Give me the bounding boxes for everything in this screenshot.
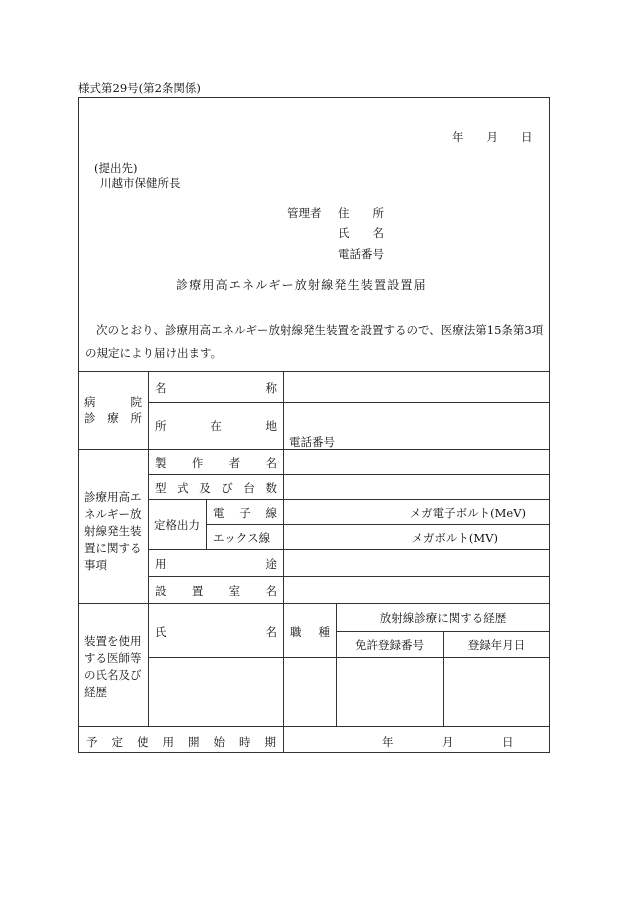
xray-label: エックス線: [213, 531, 271, 545]
date-field: 年 月 日: [452, 130, 533, 144]
facility-location-label: 所 在 地: [155, 419, 277, 433]
mev-unit: メガ電子ボルト(MeV): [409, 506, 526, 520]
form-title: 診療用高エネルギー放射線発生装置設置届: [176, 278, 427, 292]
rule-device-5: [148, 576, 550, 577]
doctor-name-col: 氏 名: [155, 625, 277, 639]
room-label: 設 置 室 名: [155, 584, 277, 598]
schedule-month: 月: [442, 735, 454, 749]
schedule-label: 予 定 使 用 開 始 時 期: [86, 735, 276, 749]
body-line-1: 次のとおり、診療用高エネルギー放射線発生装置を設置するので、医療法第15条第3項: [96, 323, 544, 337]
schedule-year: 年: [382, 735, 394, 749]
col-output-divider: [206, 499, 207, 549]
col-group-divider: [148, 371, 149, 726]
rule-device-3: [206, 524, 550, 525]
manufacturer-label: 製 作 者 名: [155, 456, 277, 470]
rule-schedule-top: [78, 726, 550, 727]
rule-device-2: [148, 499, 550, 500]
submit-to-label: (提出先): [94, 161, 138, 175]
license-no-col: 免許登録番号: [355, 638, 424, 652]
position-col: 職 種: [290, 625, 330, 639]
clinic-label: 診 療 所: [84, 411, 142, 425]
facility-phone-label: 電話番号: [289, 435, 335, 449]
device-group-label: 診療用高エ ネルギー放 射線発生装 置に関する 事項: [84, 490, 142, 572]
career-header: 放射線診療に関する経歴: [379, 611, 507, 625]
recipient: 川越市保健所長: [100, 176, 181, 190]
model-count-label: 型 式 及 び 台 数: [155, 481, 277, 495]
rated-output-label: 定格出力: [154, 518, 200, 532]
hospital-label: 病 院: [84, 395, 142, 409]
facility-name-label: 名 称: [155, 381, 277, 395]
form-code: 様式第29号(第2条関係): [78, 81, 201, 95]
mv-unit: メガボルト(MV): [411, 531, 498, 545]
rule-device-4: [148, 549, 550, 550]
schedule-day: 日: [502, 735, 514, 749]
administrator-label: 管理者: [287, 206, 322, 220]
electron-beam-label: 電 子 線: [213, 506, 277, 520]
phone-label: 電話番号: [338, 247, 384, 261]
address-label: 住 所: [338, 206, 384, 220]
doctors-group-label: 装置を使用 する医師等 の氏名及び 経歴: [84, 634, 142, 699]
use-label: 用 途: [155, 557, 277, 571]
col-label-divider: [283, 371, 284, 753]
reg-date-col: 登録年月日: [467, 638, 526, 652]
rule-hospital-mid: [148, 402, 550, 403]
name-label: 氏 名: [338, 226, 384, 240]
rule-doctors-mid: [148, 657, 550, 658]
rule-device-1: [148, 474, 550, 475]
body-line-2: の規定により届け出ます。: [85, 346, 223, 360]
